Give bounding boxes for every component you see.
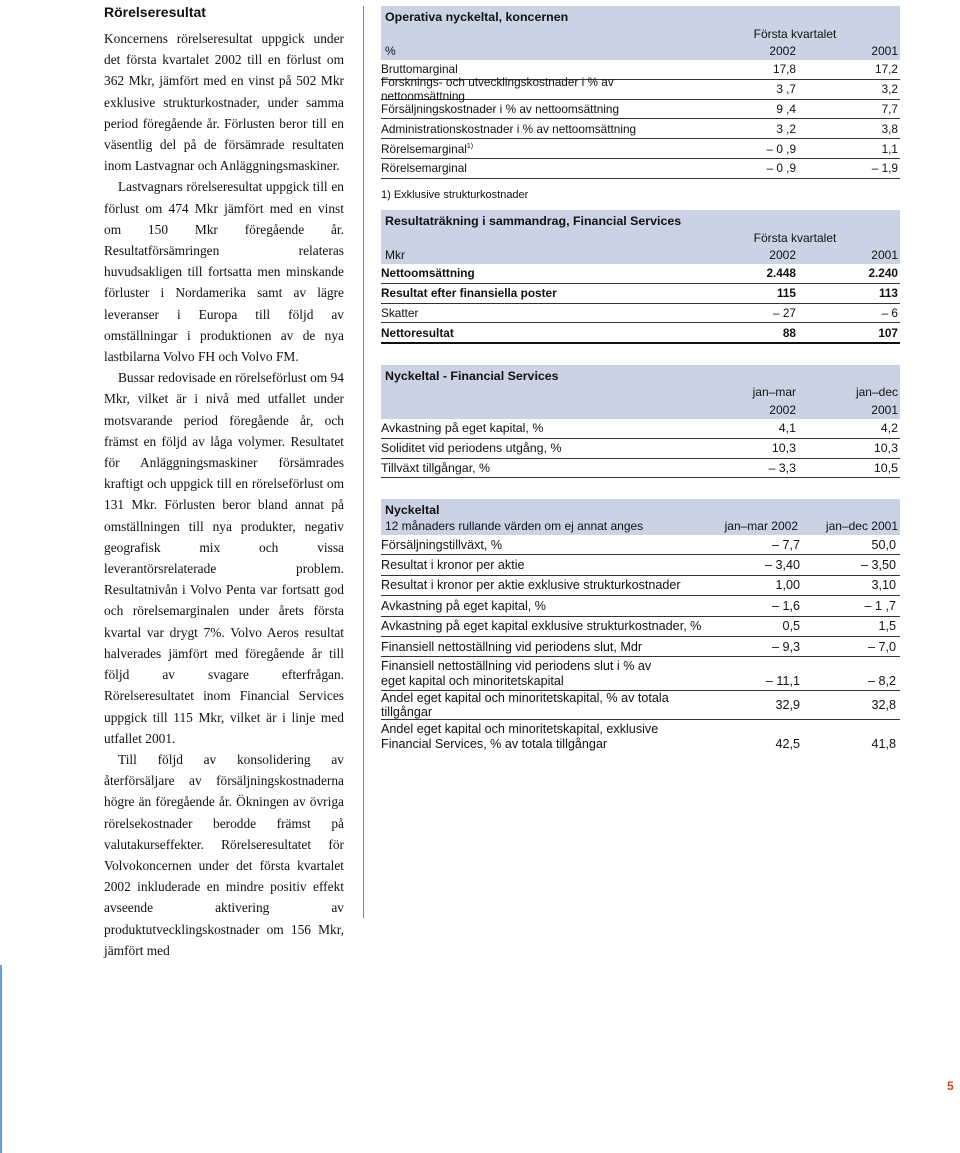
table-row — [381, 637, 900, 657]
table-header — [381, 499, 900, 535]
row-label: Administrationskostnader i % av nettoomsättning — [381, 121, 637, 136]
year-1: 2002 — [769, 248, 796, 262]
table-resultatrakning — [381, 210, 900, 344]
unit-label: % — [385, 44, 396, 58]
table-row — [381, 535, 900, 555]
table-title: Nyckeltal — [385, 503, 440, 517]
row-value-1: 10,3 — [771, 441, 796, 456]
row-value-1: – 0 ,9 — [766, 161, 796, 176]
row-value-1: – 0 ,9 — [766, 141, 796, 156]
period-label: Första kvartalet — [753, 27, 837, 41]
table-title: Nyckeltal - Financial Services — [385, 369, 559, 383]
row-value-1: 1,00 — [775, 578, 800, 593]
year-row — [381, 246, 900, 264]
row-value-2: – 3,50 — [860, 558, 896, 573]
row-value-1: 3 ,2 — [776, 121, 796, 136]
table-row — [381, 304, 900, 324]
table-row — [381, 159, 900, 179]
period-row — [381, 230, 900, 246]
row-value-1: 115 — [776, 286, 796, 301]
table-nyckeltal — [381, 499, 900, 753]
row-label-text: Rörelsemarginal — [381, 141, 467, 156]
row-label-line-2: eget kapital och minoritetskapital — [381, 673, 564, 688]
row-label: Resultat i kronor per aktie exklusive strukturkostnader — [381, 578, 681, 593]
table-row — [381, 264, 900, 284]
table-row — [381, 139, 900, 159]
row-label: Andel eget kapital och minoritetskapital, % av totala tillgångar — [381, 691, 669, 720]
row-value-2: 1,1 — [881, 141, 898, 156]
section-heading: Rörelseresultat — [104, 4, 206, 20]
table-body — [381, 419, 900, 478]
row-label-line-1: Finansiell nettoställning vid periodens slut i % av — [381, 659, 652, 674]
table-row — [381, 459, 900, 479]
row-value-2: 113 — [878, 286, 898, 301]
period-row — [381, 26, 900, 42]
table-header — [381, 6, 900, 60]
table-row — [381, 555, 900, 575]
table-row — [381, 596, 900, 616]
footnote: 1) Exklusive strukturkostnader — [381, 188, 529, 201]
row-value-2: – 1,9 — [871, 161, 898, 176]
year-2: 2001 — [871, 248, 898, 262]
table-row — [381, 657, 900, 691]
row-value-1: – 7,7 — [771, 537, 800, 552]
row-value-2: 41,8 — [871, 736, 896, 751]
table-header — [381, 210, 900, 264]
row-label: Försäljningstillväxt, % — [381, 537, 503, 552]
row-value-1: – 3,40 — [764, 558, 800, 573]
row-value-2: – 6 — [881, 305, 898, 320]
row-label: Resultat i kronor per aktie — [381, 558, 525, 573]
table-row — [381, 576, 900, 596]
row-label — [381, 722, 708, 751]
table-operativa-nyckeltal — [381, 6, 900, 201]
row-value-1: 4,1 — [778, 421, 796, 436]
row-label: Nettoomsättning — [381, 266, 475, 281]
row-value-1: 88 — [782, 325, 796, 340]
unit-label: Mkr — [385, 248, 405, 262]
period-1: jan–mar 2002 — [724, 519, 798, 533]
row-label-line-1: Andel eget kapital och minoritetskapital, exklusive — [381, 722, 659, 737]
row-value-2: 1,5 — [878, 619, 896, 634]
column-divider — [363, 6, 364, 918]
row-value-2: – 1 ,7 — [864, 598, 896, 613]
year-1: 2002 — [769, 44, 796, 58]
period-2: jan–dec — [855, 385, 898, 399]
footnote-marker: 1) — [466, 142, 474, 150]
row-value-1: 9 ,4 — [776, 101, 796, 116]
table-row — [381, 119, 900, 139]
page-edge-bar — [0, 965, 2, 1153]
period-label: Första kvartalet — [753, 231, 837, 245]
row-value-2: – 8,2 — [867, 673, 896, 688]
period-1: jan–mar — [752, 385, 796, 399]
year-2: 2001 — [871, 403, 898, 417]
table-row — [381, 419, 900, 439]
year-row — [381, 42, 900, 60]
row-label: Finansiell nettoställning vid periodens slut, Mdr — [381, 639, 643, 654]
table-nyckeltal-fs — [381, 365, 900, 478]
row-label — [381, 142, 696, 156]
row-label: Tillväxt tillgångar, % — [381, 460, 491, 475]
row-label: Försäljningskostnader i % av nettoomsättning — [381, 101, 620, 116]
row-value-1: 32,9 — [775, 698, 800, 713]
table-subtitle: 12 månaders rullande värden om ej annat anges — [385, 519, 644, 533]
page-number: 5 — [947, 1079, 954, 1093]
period-2: jan–dec 2001 — [825, 519, 898, 533]
table-row — [381, 617, 900, 637]
year-1: 2002 — [769, 403, 796, 417]
row-value-1: 3 ,7 — [776, 82, 796, 97]
row-value-1: 42,5 — [775, 736, 800, 751]
row-label: Avkastning på eget kapital exklusive strukturkostnader, % — [381, 619, 702, 634]
row-label-line-2: Financial Services, % av totala tillgångar — [381, 736, 608, 751]
table-header — [381, 365, 900, 419]
row-label: Soliditet vid periodens utgång, % — [381, 441, 562, 456]
row-value-2: 107 — [878, 325, 898, 340]
row-value-2: – 7,0 — [867, 639, 896, 654]
table-row — [381, 100, 900, 120]
paragraph-4: Till följd av konsolidering av återförsäljare av försäljningskostnaderna högre än föregående år. Ökningen av övriga rörelsekostnader berodde främst på valutakurseffekter. Rörelseresultatet för Volvokoncernen under det första kvartalet 2002 inkluderade en mindre positiv effekt avseende aktivering av produktutvecklingskostnader om 156 Mkr, jämfört med — [104, 751, 344, 958]
table-body — [381, 535, 900, 753]
row-value-2: 3,8 — [881, 121, 898, 136]
row-value-2: 10,3 — [873, 441, 898, 456]
row-label: Rörelsemarginal — [381, 161, 467, 176]
row-value-1: – 27 — [773, 305, 796, 320]
row-value-2: 17,2 — [875, 62, 898, 77]
row-value-2: 32,8 — [871, 698, 896, 713]
table-row — [381, 323, 900, 344]
table-title: Operativa nyckeltal, koncernen — [385, 10, 569, 24]
row-label: Bruttomarginal — [381, 62, 458, 77]
table-row — [381, 75, 900, 104]
row-value-1: – 1,6 — [771, 598, 800, 613]
row-value-2: 7,7 — [881, 101, 898, 116]
year-row — [381, 401, 900, 419]
row-label: Resultat efter finansiella poster — [381, 286, 557, 301]
table-row — [381, 691, 900, 720]
row-value-2: 3,10 — [871, 578, 896, 593]
table-title: Resultaträkning i sammandrag, Financial Services — [385, 214, 682, 228]
row-value-2: 10,5 — [873, 460, 898, 475]
row-label: Avkastning på eget kapital, % — [381, 421, 544, 436]
row-value-2: 2.240 — [868, 266, 898, 281]
row-label: Avkastning på eget kapital, % — [381, 598, 546, 613]
row-value-1: 2.448 — [766, 266, 796, 281]
paragraph-1: Koncernens rörelseresultat uppgick under det första kvartalet 2002 till en förlust om 362 Mkr, jämfört med en vinst på 502 Mkr exklusive strukturkostnader, under samma period föregående år. Förlusten beror till en väsentlig del på de försämrade resultaten inom Lastvagnar och Anläggningsmaskiner. — [104, 31, 344, 174]
row-value-2: 3,2 — [881, 82, 898, 97]
period-row — [381, 383, 900, 401]
table-body — [381, 264, 900, 344]
left-column — [104, 4, 344, 961]
body-text — [104, 28, 344, 961]
row-value-1: – 9,3 — [771, 639, 800, 654]
table-row — [381, 439, 900, 459]
row-label: Nettoresultat — [381, 325, 454, 340]
paragraph-2: Lastvagnars rörelseresultat uppgick till en förlust om 474 Mkr jämfört med en vinst om 150 Mkr föregående år. Resultatförsämringen relateras huvudsakligen till fortsatta men minskande förluster i Nordamerika samt av lägre leveranser i Europa till följd av omställningar i produktionen av de nya lastbilarna Volvo FH och Volvo FM. — [104, 179, 344, 365]
table-row — [381, 720, 900, 753]
row-label: Skatter — [381, 305, 419, 320]
row-label: Forsknings- och utvecklingskostnader i % av nettoomsättning — [381, 75, 614, 104]
row-value-1: – 3,3 — [768, 460, 796, 475]
row-value-2: 4,2 — [880, 421, 898, 436]
year-2: 2001 — [871, 44, 898, 58]
row-value-2: 50,0 — [871, 537, 896, 552]
table-row — [381, 284, 900, 304]
paragraph-3: Bussar redovisade en rörelseförlust om 94 Mkr, vilket är i nivå med utfallet under motsvarande period föregående år, och främst en följd av låga volymer. Resultatet för Anläggningsmaskiner försämrades kraftigt och uppgick till en rörelseförlust om 131 Mkr. Förlusten beror bland annat på omställningen till nya produkter, negativ geografisk mix och vissa leverantörsrelaterade problem. Resultatnivån i Volvo Penta var fortsatt god och rörelsemarginalen under årets första kvartal var drygt 7%. Volvo Aeros resultat halverades jämfört med föregående år till följd av svagare efterfrågan. Rörelseresultatet inom Financial Services uppgick till 115 Mkr, vilket är i linje med utfallet 2001. — [104, 370, 344, 746]
row-value-1: – 11,1 — [765, 673, 800, 688]
subtitle-row — [381, 517, 900, 535]
table-body — [381, 60, 900, 179]
row-label — [381, 659, 708, 688]
row-value-1: 17,8 — [773, 62, 796, 77]
row-value-1: 0,5 — [782, 619, 800, 634]
